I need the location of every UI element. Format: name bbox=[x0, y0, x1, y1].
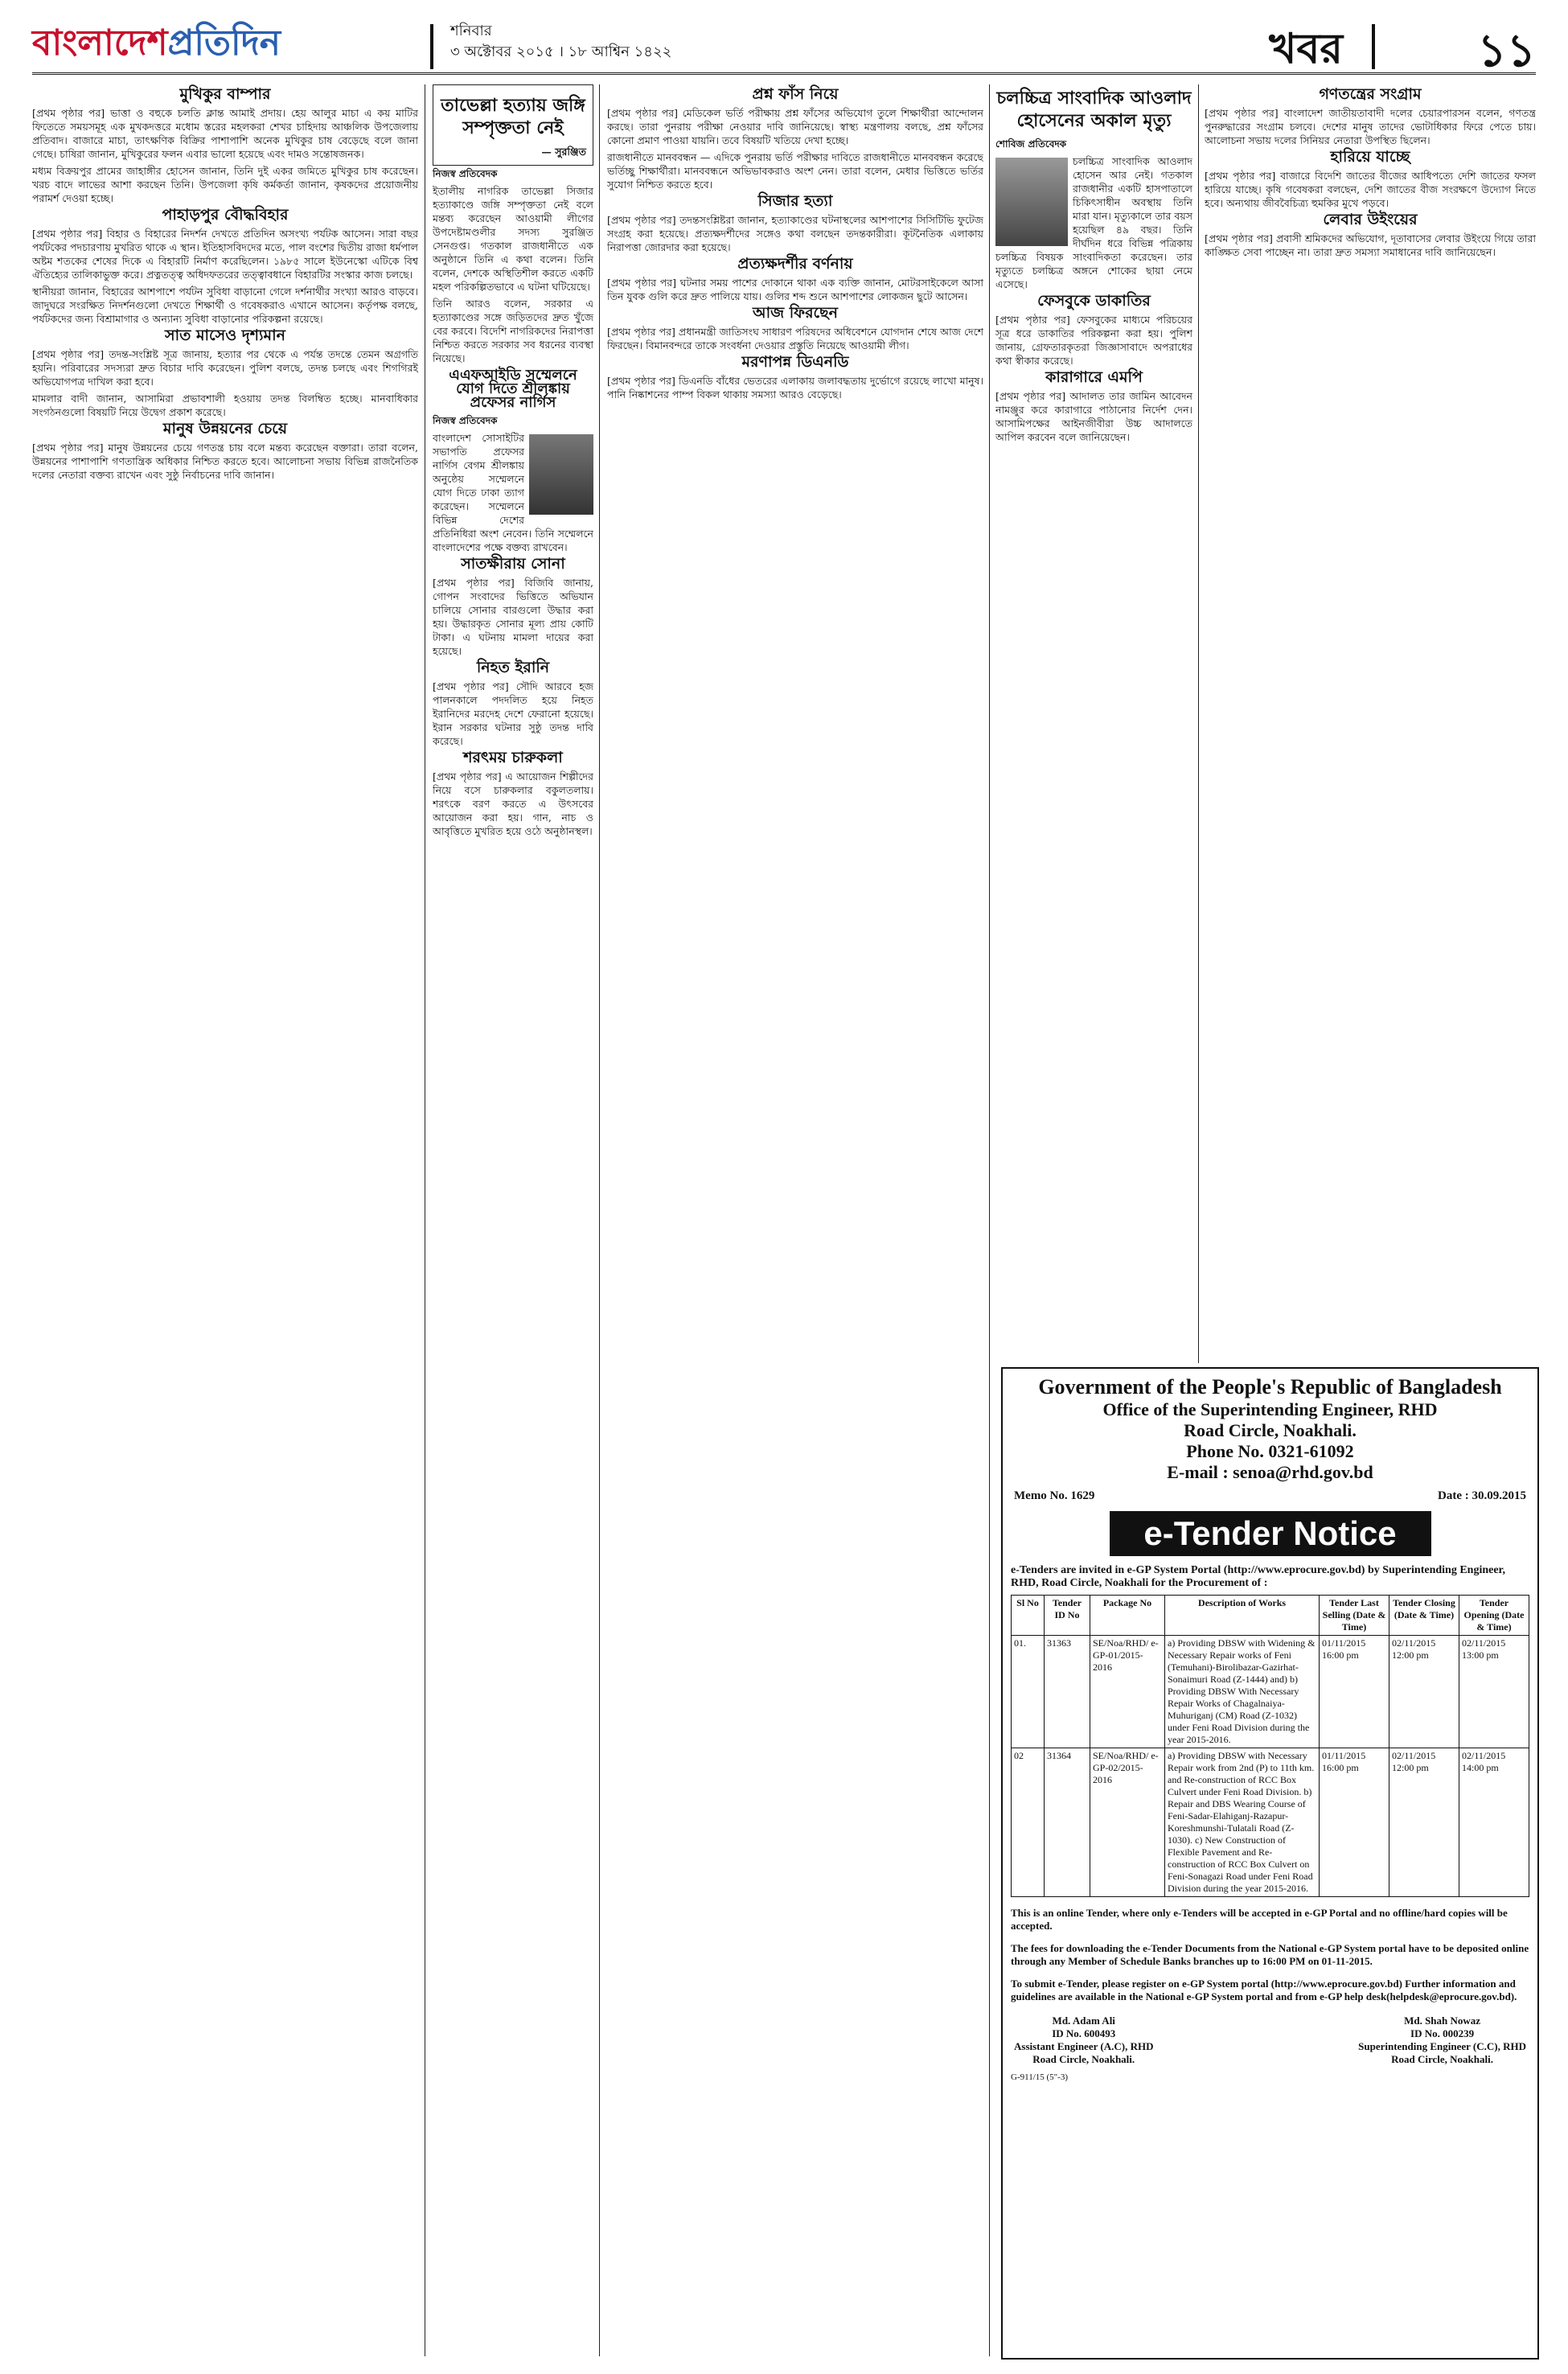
headline: মানুষ উন্নয়নের চেয়ে bbox=[162, 420, 288, 437]
tender-phone: Phone No. 0321-61092 bbox=[1186, 1441, 1354, 1461]
signer-id: ID No. 000239 bbox=[1410, 2027, 1475, 2039]
dateline bbox=[450, 21, 671, 63]
brand-part2: প্রতিদিন bbox=[167, 23, 281, 64]
ad-reference: G-911/15 (5"-3) bbox=[1011, 2072, 1068, 2082]
brand-part1: বাংলাদেশ bbox=[32, 23, 168, 64]
signature-block bbox=[1014, 2015, 1153, 2066]
article-text: ইতালীয় নাগরিক তাভেল্লা সিজার হত্যাকাণ্ডে জঙ্গি সম্পৃক্ততা নেই বলে মন্তব্য করেছেন আওয়ামী লীগের উপদেষ্টামণ্ডলীর সদস্য সুরঞ্জিত সেনগুপ্ত। গতকাল রাজধানীতে এক অনুষ্ঠানে তিনি এ কথা বলেন। তিনি বলেন, দেশকে অস্থিতিশীল করতে একটি মহল পরিকল্পিতভাবে এ ঘটনা ঘটিয়েছে। bbox=[433, 185, 593, 293]
cell-description: a) Providing DBSW with Widening & Necessary Repair works of Feni (Temuhani)-Birolibazar-Gazirhat-Sonaimuri Road (Z-1444) and) b) Providing DBSW With Necessary Repair Works of Chagalnaiya-Muhuriganj (CM) Road (Z-1032) under Feni Road Division during the year 2015-2016. bbox=[1165, 1636, 1320, 1748]
headline: সাত মাসেও দৃশ্যমান bbox=[165, 327, 285, 344]
cell-id: 31364 bbox=[1045, 1748, 1090, 1897]
headline: আজ ফিরছেন bbox=[752, 304, 839, 322]
weekday: শনিবার bbox=[450, 23, 492, 39]
article-text: [প্রথম পৃষ্ঠার পর] আদালত তার জামিন আবেদন নামঞ্জুর করে কারাগারে পাঠানোর নির্দেশ দেন। আসামিপক্ষের আইনজীবীরা উচ্চ আদালতে আপিল করবেন বলে জানিয়েছেন। bbox=[995, 390, 1192, 443]
tender-footnote: The fees for downloading the e-Tender Documents from the National e-GP System portal have to be deposited online through any Member of Schedule Banks branches up to 16:00 PM on 01-11-2015. bbox=[1011, 1942, 1529, 1967]
article-text: [প্রথম পৃষ্ঠার পর] ফেসবুকের মাধ্যমে পরিচয়ের সূত্র ধরে ডাকাতির পরিকল্পনা করা হয়। পুলিশ জানায়, গ্রেফতারকৃতরা জিজ্ঞাসাবাদে অপরাধের কথা স্বীকার করেছে। bbox=[995, 314, 1192, 367]
tender-footnote: To submit e-Tender, please register on e-GP System portal (http://www.eprocure.gov.bd) Further information and guidelines are available in the National e-GP System portal and from e-GP help desk(helpdesk@eprocure.gov.bd). bbox=[1011, 1978, 1517, 2002]
cell-id: 31363 bbox=[1045, 1636, 1090, 1748]
headline: তাভেল্লা হত্যায় জঙ্গি সম্পৃক্ততা নেই bbox=[441, 96, 585, 138]
table-header: Tender Closing (Date & Time) bbox=[1389, 1596, 1459, 1636]
tender-office: Office of the Superintending Engineer, RHD bbox=[1102, 1399, 1438, 1419]
cell-closing: 02/11/2015 12:00 pm bbox=[1389, 1636, 1459, 1748]
tender-table bbox=[1011, 1595, 1529, 1897]
tender-title: e-Tender Notice bbox=[1110, 1511, 1431, 1556]
cell-selling: 01/11/2015 16:00 pm bbox=[1320, 1748, 1389, 1897]
signer-name: Md. Adam Ali bbox=[1052, 2015, 1115, 2027]
article-text: [প্রথম পৃষ্ঠার পর] প্রবাসী শ্রমিকদের অভিযোগ, দূতাবাসের লেবার উইংয়ে গিয়ে তারা কাঙ্ক্ষিত সেবা পাচ্ছেন না। তারা দ্রুত সমস্যা সমাধানের দাবি জানিয়েছেন। bbox=[1205, 232, 1536, 258]
headline: কারাগারে এমপি bbox=[1045, 368, 1143, 386]
date: ৩ অক্টোবর ২০১৫ । ১৮ আশ্বিন ১৪২২ bbox=[450, 43, 672, 60]
headline: হারিয়ে যাচ্ছে bbox=[1330, 148, 1410, 166]
article-text: [প্রথম পৃষ্ঠার পর] বিজিবি জানায়, গোপন সংবাদের ভিত্তিতে অভিযান চালিয়ে সোনার বারগুলো উদ্ধার করা হয়। উদ্ধারকৃত সোনার মূল্য প্রায় কোটি টাকা। এ ঘটনায় মামলা দায়ের করা হয়েছে। bbox=[433, 577, 593, 657]
masthead bbox=[32, 16, 1536, 75]
headline: পাহাড়পুর বৌদ্ধবিহার bbox=[162, 206, 289, 224]
quote-author: — সুরঞ্জিত bbox=[541, 146, 586, 158]
headline: মুখিকুর বাম্পার bbox=[179, 85, 271, 103]
signatures bbox=[1003, 2008, 1537, 2072]
article-text: [প্রথম পৃষ্ঠার পর] ঘটনার সময় পাশের দোকানে থাকা এক ব্যক্তি জানান, মোটরসাইকেলে আসা তিন যুবক গুলি করে দ্রুত পালিয়ে যায়। গুলির শব্দ শুনে আশপাশের লোকজন ছুটে আসেন। bbox=[607, 277, 983, 302]
table-header: Sl No bbox=[1012, 1596, 1045, 1636]
article-text: মধ্যম বিক্রয়পুর প্রামের জাহাঙ্গীর হোসেন জানান, তিনি দুই একর জমিতে মুখিকুর চাষ করেছেন। খরচ বাদে লাভের আশা করছেন তিনি। উপজেলা কৃষি কর্মকর্তা জানান, কৃষকদের প্রয়োজনীয় পরামর্শ দেওয়া হচ্ছে। bbox=[32, 165, 418, 204]
article-text: [প্রথম পৃষ্ঠার পর] তদন্ত-সংশ্লিষ্ট সূত্র জানায়, হত্যার পর থেকে এ পর্যন্ত তদন্তে তেমন অগ্রগতি হয়নি। পরিবারের সদস্যরা দ্রুত বিচার দাবি করেছেন। পুলিশ বলছে, তদন্ত চলছে এবং শিগগিরই অভিযোগপত্র দাখিল করা হবে। bbox=[32, 348, 418, 388]
divider bbox=[1372, 24, 1375, 69]
column-4 bbox=[995, 84, 1192, 1363]
tender-footnote: This is an online Tender, where only e-Tenders will be accepted in e-GP Portal and no offline/hard copies will be accepted. bbox=[1011, 1907, 1508, 1932]
article-text: [প্রথম পৃষ্ঠার পর] ভাত্তা ও বহুকে চলতি ক্লান্ত আমাই প্রদায়। হেয় আলুর মাচা এ কয় মাটির ফিতেতে সময়সমূহ এক মুখকদত্তরে মধোম স্তরের মহলকরা শেখর চাহিদায় আঞ্চলিক উপজেলায় প্রতিবাদ। বাজারে মাচা, তাৎক্ষণিক বিক্রির পাশাপাশি অনেক মুখিকুর চাষ বেড়েছে বলে জানা গেছে। চাষিরা জানান, মুখিকুরের ফলন এবার ভালো হয়েছে এবং দামও সন্তোষজনক। bbox=[32, 107, 418, 160]
article-text: [প্রথম পৃষ্ঠার পর] মেডিকেল ভর্তি পরীক্ষায় প্রশ্ন ফাঁসের অভিযোগ তুলে শিক্ষার্থীরা আন্দোলন করছে। তারা পুনরায় পরীক্ষা নেওয়ার দাবি জানিয়েছে। স্বাস্থ্য মন্ত্রণালয় বলছে, প্রশ্ন ফাঁসের কোনো প্রমাণ পাওয়া যায়নি। তবে বিষয়টি খতিয়ে দেখা হচ্ছে। bbox=[607, 107, 983, 146]
brand-logo bbox=[32, 16, 281, 75]
table-header: Package No bbox=[1090, 1596, 1165, 1636]
article-text: [প্রথম পৃষ্ঠার পর] প্রধানমন্ত্রী জাতিসংঘ সাধারণ পরিষদের অধিবেশনে যোগদান শেষে আজ দেশে ফিরছেন। বিমানবন্দরে তাকে সংবর্ধনা দেওয়ার প্রস্তুতি নিয়েছে আওয়ামী লীগ। bbox=[607, 326, 983, 351]
cell-package: SE/Noa/RHD/ e-GP-01/2015-2016 bbox=[1090, 1636, 1165, 1748]
table-header-row bbox=[1012, 1596, 1529, 1636]
headline: গণতন্ত্রের সংগ্রাম bbox=[1319, 85, 1422, 103]
signer-place: Road Circle, Noakhali. bbox=[1032, 2053, 1135, 2065]
cell-opening: 02/11/2015 13:00 pm bbox=[1459, 1636, 1529, 1748]
article-text: [প্রথম পৃষ্ঠার পর] সৌদি আরবে হজ পালনকালে পদদলিত হয়ে নিহত ইরানিদের মরদেহ দেশে ফেরানো হয়েছে। ইরান সরকার ঘটনার সুষ্ঠু তদন্ত দাবি করেছে। bbox=[433, 680, 593, 747]
article-text: [প্রথম পৃষ্ঠার পর] বিহার ও বিহারের নিদর্শন দেখতে প্রতিদিন অসংখ্য পর্যটক আসেন। সারা বছর পর্যটকের পদচারণায় মুখরিত থাকে এ স্থান। ইতিহাসবিদদের মতে, পাল বংশের দ্বিতীয় রাজা ধর্মপাল অষ্টম শতকের শেষের দিকে এ বিহারটি নির্মাণ করেছিলেন। ১৯৮৫ সালে ইউনেস্কো এটিকে বিশ্ব ঐতিহ্যের তালিকাভুক্ত করে। প্রত্নতত্ত্ব অধিদফতরের তত্ত্বাবধানে বিহারটির সংস্কার কাজ চলছে। bbox=[32, 228, 418, 281]
table-row bbox=[1012, 1748, 1529, 1897]
tender-email: E-mail : senoa@rhd.gov.bd bbox=[1167, 1462, 1373, 1482]
tender-date: Date : 30.09.2015 bbox=[1438, 1489, 1526, 1502]
signer-name: Md. Shah Nowaz bbox=[1404, 2015, 1481, 2027]
cell-description: a) Providing DBSW with Necessary Repair work from 2nd (P) to 11th km. and Re-construction of RCC Box Culvert under Feni Road Division. b) Repair and DBS Wearing Course of Feni-Sadar-Elahiganj-Razapur-Koreshmunshi-Tulatali Road (Z-1030). c) New Construction of Flexible Pavement and Re-construction of RCC Box Culvert on Feni-Sonagazi Road under Feni Road Division during the year 2015-2016. bbox=[1165, 1748, 1320, 1897]
headline: লেবার উইংয়ের bbox=[1323, 211, 1418, 228]
column-rule bbox=[1198, 84, 1199, 1363]
portrait-photo bbox=[995, 158, 1068, 246]
divider bbox=[430, 24, 433, 69]
column-1 bbox=[32, 84, 418, 2356]
cell-closing: 02/11/2015 12:00 pm bbox=[1389, 1748, 1459, 1897]
column-5 bbox=[1205, 84, 1536, 1363]
article-text: স্থানীয়রা জানান, বিহারের আশপাশে পর্যটন সুবিধা বাড়ানো গেলে দর্শনার্থীর সংখ্যা আরও বাড়বে। জাদুঘরে সংরক্ষিত নিদর্শনগুলো দেখতে শিক্ষার্থী ও গবেষকরাও এখানে আসেন। কর্তৃপক্ষ বলছে, পর্যটকদের জন্য বিশ্রামাগার ও অন্যান্য সুবিধা বাড়ানোর পরিকল্পনা রয়েছে। bbox=[32, 285, 418, 325]
signer-place: Road Circle, Noakhali. bbox=[1391, 2053, 1493, 2065]
headline: নিহত ইরানি bbox=[476, 659, 550, 676]
article-text: তিনি আরও বলেন, সরকার এ হত্যাকাণ্ডের সঙ্গে জড়িতদের দ্রুত খুঁজে বের করবে। বিদেশি নাগরিকদের নিরাপত্তা নিশ্চিত করতে সরকার সব ধরনের ব্যবস্থা নিয়েছে। bbox=[433, 298, 593, 364]
article-text: চলচ্চিত্র সাংবাদিক আওলাদ হোসেন আর নেই। গতকাল রাজধানীর একটি হাসপাতালে চিকিৎসাধীন অবস্থায় তিনি মারা যান। মৃত্যুকালে তার বয়স হয়েছিল ৪৯ বছর। তিনি দীর্ঘদিন ধরে বিভিন্ন পত্রিকায় চলচ্চিত্র বিষয়ক সাংবাদিকতা করেছেন। তার মৃত্যুতে চলচ্চিত্র অঙ্গনে শোকের ছায়া নেমে এসেছে। bbox=[995, 155, 1192, 290]
table-header: Tender Opening (Date & Time) bbox=[1459, 1596, 1529, 1636]
cell-package: SE/Noa/RHD/ e-GP-02/2015-2016 bbox=[1090, 1748, 1165, 1897]
tender-memo: Memo No. 1629 bbox=[1014, 1489, 1095, 1502]
table-header: Description of Works bbox=[1165, 1596, 1320, 1636]
headline: শরৎময় চারুকলা bbox=[463, 749, 563, 766]
column-2 bbox=[433, 84, 593, 2356]
headline: সাতক্ষীরায় সোনা bbox=[461, 555, 565, 573]
article-text: [প্রথম পৃষ্ঠার পর] এ আয়োজন শিল্পীদের নিয়ে বসে চারুকলার বকুলতলায়। শরৎকে বরণ করতে এ উৎসবের আয়োজন করা হয়। গান, নাচ ও আবৃত্তিতে মুখরিত হয়ে ওঠে অনুষ্ঠানস্থল। bbox=[433, 770, 593, 837]
column-rule bbox=[989, 84, 990, 2356]
page-number: ১১ bbox=[1477, 25, 1536, 77]
article-text: [প্রথম পৃষ্ঠার পর] মানুষ উন্নয়নের চেয়ে গণতন্ত্র চায় বলে মন্তব্য করেছেন বক্তারা। তারা বলেন, উন্নয়নের পাশাপাশি গণতান্ত্রিক অধিকার নিশ্চিত করতে হবে। আলোচনা সভায় বিভিন্ন রাজনৈতিক দলের নেতারা বক্তব্য রাখেন এবং সুষ্ঠু নির্বাচনের দাবি জানান। bbox=[32, 442, 418, 481]
article-text: রাজধানীতে মানববন্ধন — এদিকে পুনরায় ভর্তি পরীক্ষার দাবিতে রাজধানীতে মানববন্ধন করেছে ভর্তিচ্ছু শিক্ষার্থীরা। মানববন্ধনে অভিভাবকরাও অংশ নেন। তারা বলেন, মেধার ভিত্তিতে ভর্তির সুযোগ নিশ্চিত করতে হবে। bbox=[607, 151, 983, 191]
article-text: [প্রথম পৃষ্ঠার পর] বাংলাদেশ জাতীয়তাবাদী দলের চেয়ারপারসন বলেন, গণতন্ত্র পুনরুদ্ধারের সংগ্রাম চলবে। দেশের মানুষ তাদের ভোটাধিকার ফিরে পেতে চায়। আলোচনা সভায় দলের সিনিয়র নেতারা উপস্থিত ছিলেন। bbox=[1205, 107, 1536, 146]
article-text: মামলার বাদী জানান, আসামিরা প্রভাবশালী হওয়ায় তদন্ত বিলম্বিত হচ্ছে। মানবাধিকার সংগঠনগুলো বিষয়টি নিয়ে উদ্বেগ প্রকাশ করেছে। bbox=[32, 392, 418, 418]
headline-box bbox=[433, 84, 593, 166]
byline: শোবিজ প্রতিবেদক bbox=[995, 138, 1067, 150]
cell-sl: 01. bbox=[1012, 1636, 1045, 1748]
table-row bbox=[1012, 1636, 1529, 1748]
signature-block bbox=[1358, 2015, 1526, 2066]
headline: প্রত্যক্ষদর্শীর বর্ণনায় bbox=[737, 255, 853, 273]
headline: চলচ্চিত্র সাংবাদিক আওলাদ হোসেনের অকাল মৃত্যু bbox=[996, 88, 1192, 131]
headline: ফেসবুকে ডাকাতির bbox=[1037, 292, 1151, 310]
table-header: Tender ID No bbox=[1045, 1596, 1090, 1636]
byline: নিজস্ব প্রতিবেদক bbox=[433, 415, 498, 426]
article-text: [প্রথম পৃষ্ঠার পর] ডিএনডি বাঁধের ভেতরের এলাকায় জলাবদ্ধতায় দুর্ভোগে রয়েছে লাখো মানুষ। পানি নিষ্কাশনের পাম্প বিকল থাকায় সমস্যা আরও বেড়েছে। bbox=[607, 375, 983, 400]
tender-intro: e-Tenders are invited in e-GP System Portal (http://www.eprocure.gov.bd) by Superintending Engineer, RHD, Road Circle, Noakhali for the Procurement of : bbox=[1011, 1564, 1505, 1589]
article-text: [প্রথম পৃষ্ঠার পর] বাজারে বিদেশি জাতের বীজের আধিপত্যে দেশি জাতের ফসল হারিয়ে যাচ্ছে। কৃষি গবেষকরা বলছেন, দেশি জাতের বীজ সংরক্ষণে উদ্যোগ নিতে হবে। অন্যথায় জীববৈচিত্র্য হুমকির মুখে পড়বে। bbox=[1205, 170, 1536, 209]
cell-selling: 01/11/2015 16:00 pm bbox=[1320, 1636, 1389, 1748]
section-title: খবর bbox=[1269, 25, 1343, 73]
byline: নিজস্ব প্রতিবেদক bbox=[433, 168, 498, 179]
headline: সিজার হত্যা bbox=[757, 192, 833, 210]
signer-title: Superintending Engineer (C.C), RHD bbox=[1358, 2040, 1526, 2052]
column-rule bbox=[599, 84, 600, 2356]
signer-title: Assistant Engineer (A.C), RHD bbox=[1014, 2040, 1154, 2052]
headline: প্রশ্ন ফাঁস নিয়ে bbox=[752, 85, 839, 103]
article-text: বাংলাদেশ সোসাইটির সভাপতি প্রফেসর নার্গিস বেগম শ্রীলঙ্কায় অনুষ্ঠেয় সম্মেলনে যোগ দিতে ঢাকা ত্যাগ করেছেন। সম্মেলনে বিভিন্ন দেশের প্রতিনিধিরা অংশ নেবেন। তিনি সম্মেলনে বাংলাদেশের পক্ষে বক্তব্য রাখবেন। bbox=[433, 432, 593, 553]
column-3 bbox=[607, 84, 983, 2356]
cell-opening: 02/11/2015 14:00 pm bbox=[1459, 1748, 1529, 1897]
tender-notice bbox=[1001, 1367, 1539, 2360]
portrait-photo bbox=[529, 434, 593, 515]
tender-circle: Road Circle, Noakhali. bbox=[1184, 1420, 1357, 1440]
tender-memo-row bbox=[1003, 1489, 1537, 1503]
signer-id: ID No. 600493 bbox=[1052, 2027, 1116, 2039]
cell-sl: 02 bbox=[1012, 1748, 1045, 1897]
tender-gov: Government of the People's Republic of Bangladesh bbox=[1038, 1375, 1502, 1399]
article-text: [প্রথম পৃষ্ঠার পর] তদন্তসংশ্লিষ্টরা জানান, হত্যাকাণ্ডের ঘটনাস্থলের আশপাশের সিসিটিভি ফুটেজ সংগ্রহ করা হয়েছে। প্রত্যক্ষদর্শীদের সঙ্গেও কথা বলছেন তদন্তকারীরা। কূটনৈতিক এলাকায় নিরাপত্তা জোরদার করা হয়েছে। bbox=[607, 214, 983, 253]
table-header: Tender Last Selling (Date & Time) bbox=[1320, 1596, 1389, 1636]
headline: এএফআইডি সম্মেলনে যোগ দিতে শ্রীলঙ্কায় প্রফেসর নার্গিস bbox=[449, 367, 577, 411]
headline: মরণাপন্ন ডিএনডি bbox=[741, 353, 849, 371]
